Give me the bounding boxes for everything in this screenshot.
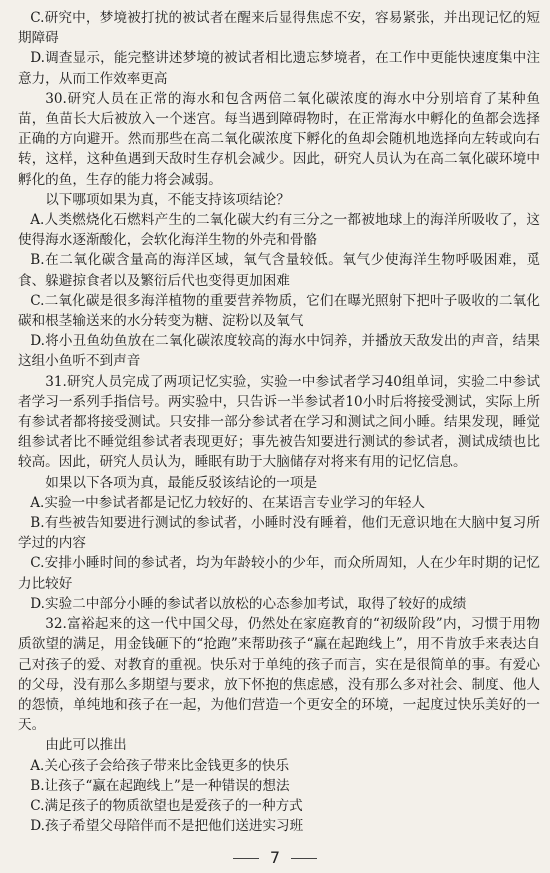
q31-option-a: A.实验一中参试者都是记忆力较好的、在某语言专业学习的年轻人 — [30, 494, 425, 511]
page-number: 7 — [269, 848, 281, 867]
footer-rule-right — [291, 858, 317, 859]
q31-stem: 31.研究人员完成了两项记忆实验，实验一中参试者学习40组单词，实验二中参试者学习一系列手指信号。两实验中，只告诉一半参试者10小时后将接受测试，实际上所有参试者都将接受测试。只安排一部分参试者在学习和测试之间小睡。结果发现，睡觉组参试者比不睡觉组参试者表现更好；事先被告知要进行测试的参试者，测试成绩也比较高。因此，研究人员认为，睡眠有助于大脑储存对将来有用的记忆信息。 — [18, 373, 540, 471]
footer-rule-left — [233, 858, 259, 859]
q30-question: 以下哪项如果为真，不能支持该项结论？ — [45, 191, 290, 208]
q29-option-c: C.研究中，梦境被打扰的被试者在醒来后显得焦虑不安，容易紧张，并出现记忆的短期障碍 — [18, 10, 540, 47]
q30-option-a: A.人类燃烧化石燃料产生的二氧化碳大约有三分之一都被地球上的海洋所吸收了，这使得海水逐渐酸化，会软化海洋生物的外壳和骨骼 — [18, 212, 540, 249]
q30-option-d: D.将小丑鱼幼鱼放在二氧化碳浓度较高的海水中饲养，并播放天敌发出的声音，结果这组小鱼听不到声音 — [18, 333, 540, 370]
q32-question: 由此可以推出 — [45, 737, 127, 754]
q32-option-b: B.让孩子“赢在起跑线上”是一种错误的想法 — [30, 777, 290, 794]
q32-stem: 32.富裕起来的这一代中国父母，仍然处在家庭教育的“初级阶段”内，习惯于用物质欲望的满足，用金钱砸下的“抢跑”来帮助孩子“赢在起跑线上”，用不肯放手来表达自己对孩子的爱、对教育的重视。快乐对于单纯的孩子而言，实在是很简单的事。有爱心的父母，没有那么多期望与要求，放下怀抱的焦虑感，没有那么多对社会、制度、他人的怨愤，单纯地和孩子在一起，为他们营造一个更安全的环境，一起度过快乐美好的一天。 — [18, 616, 540, 734]
q31-question: 如果以下各项为真，最能反驳该结论的一项是 — [45, 474, 318, 491]
q30-option-b: B.在二氧化碳含量高的海洋区域，氧气含量较低。氧气少使海洋生物呼吸困难，觅食、躲避掠食者以及繁衍后代也变得更加困难 — [18, 252, 540, 289]
q30-stem: 30.研究人员在正常的海水和包含两倍二氧化碳浓度的海水中分别培育了某种鱼苗，鱼苗长大后被放入一个迷宫。每当遇到障碍物时，在正常海水中孵化的鱼都会选择正确的方向避开。然而那些在高二氧化碳浓度下孵化的鱼却会随机地选择向左转或向右转，这样，这种鱼遇到天敌时生存机会减少。因此，研究人员认为在高二氧化碳环境中孵化的鱼，生存的能力将会减弱。 — [18, 90, 540, 188]
q30-option-c: C.二氧化碳是很多海洋植物的重要营养物质，它们在曝光照射下把叶子吸收的二氧化碳和根茎输送来的水分转变为糖、淀粉以及氧气 — [18, 292, 540, 330]
q29-option-d: D.调查显示，能完整讲述梦境的被试者相比遗忘梦境者，在工作中更能快速度集中注意力，从而工作效率更高 — [18, 50, 540, 87]
q31-option-b: B.有些被告知要进行测试的参试者，小睡时没有睡着，他们无意识地在大脑中复习所学过的内容 — [18, 515, 540, 552]
q32-option-d: D.孩子希望父母陪伴而不是把他们送进实习班 — [30, 818, 304, 835]
q31-option-c: C.安排小睡时间的参试者，均为年龄较小的少年，而众所周知，人在少年时期的记忆力比较好 — [18, 555, 540, 592]
q32-option-a: A.关心孩子会给孩子带来比金钱更多的快乐 — [30, 757, 290, 774]
page-footer — [0, 848, 550, 867]
q32-option-c: C.满足孩子的物质欲望也是爱孩子的一种方式 — [30, 797, 303, 814]
page-content — [18, 8, 540, 836]
q31-option-d: D.实验二中部分小睡的参试者以放松的心态参加考试，取得了较好的成绩 — [30, 595, 467, 612]
